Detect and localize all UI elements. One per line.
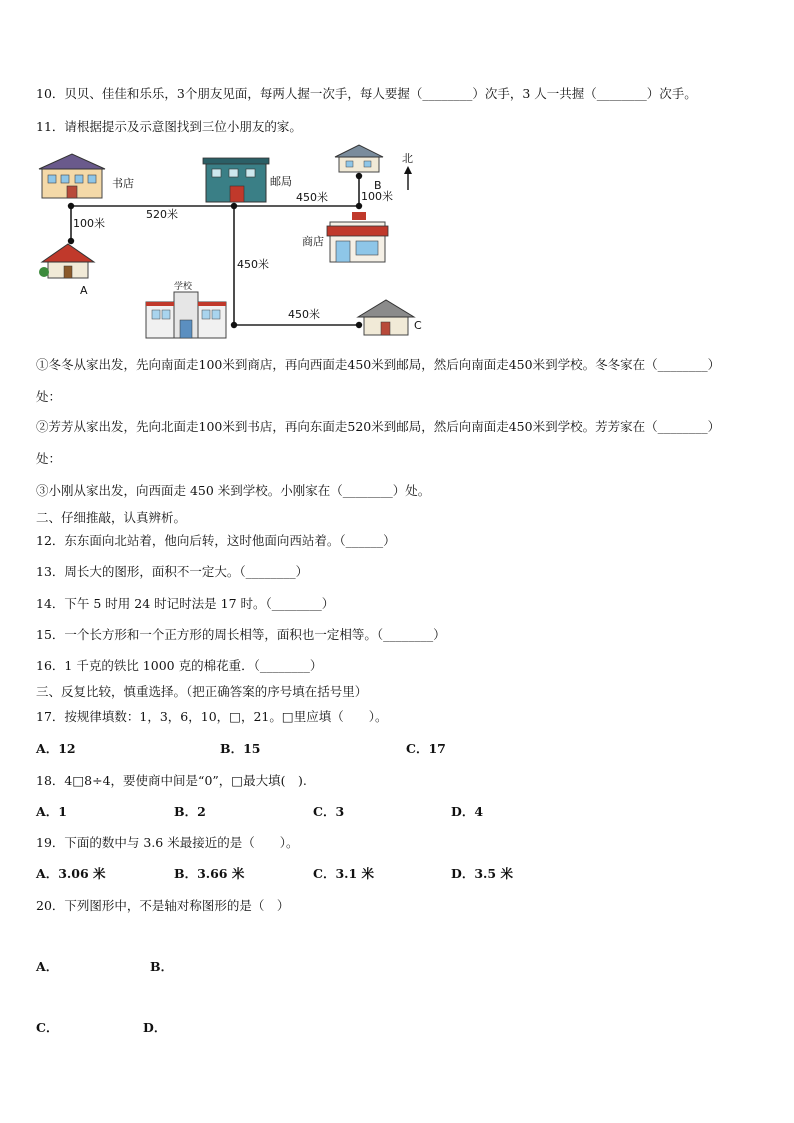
label-b: B	[374, 179, 382, 192]
q20-option-a: A．	[36, 959, 59, 974]
label-post-office: 邮局	[270, 175, 292, 188]
question-17: 17．按规律填数：1，3，6，10，□，21。□里应填（ ）。	[36, 709, 388, 724]
q19-option-c: C．3.1 米	[313, 866, 375, 881]
direction-map	[34, 142, 434, 347]
house-c	[358, 300, 414, 335]
label-shop: 商店	[302, 235, 324, 248]
question-14: 14．下午 5 时用 24 时记时法是 17 时。（________）	[36, 596, 335, 611]
dist-450-top: 450米	[296, 191, 328, 204]
q17-option-c: C．17	[406, 741, 446, 756]
question-11: 11．请根据提示及示意图找到三位小朋友的家。	[36, 119, 302, 134]
north-arrow	[404, 166, 412, 190]
section-3-heading: 三、反复比较，慎重选择。（把正确答案的序号填在括号里）	[36, 684, 368, 699]
dist-520: 520米	[146, 208, 178, 221]
bookstore-building	[39, 154, 105, 198]
label-a: A	[80, 284, 88, 297]
q18-option-b: B．2	[174, 804, 206, 819]
q19-option-b: B．3.66 米	[174, 866, 245, 881]
dist-100-left: 100米	[73, 217, 105, 230]
question-10: 10．贝贝、佳佳和乐乐，3个朋友见面，每两人握一次手，每人要握（________）次手，3 人一共握（________）次手。	[36, 86, 697, 101]
label-bookstore: 书店	[112, 177, 134, 190]
school-building	[146, 292, 226, 338]
label-school: 学校	[174, 282, 193, 292]
q19-option-d: D．3.5 米	[451, 866, 513, 881]
question-19: 19．下面的数中与 3.6 米最接近的是（ ）。	[36, 835, 299, 850]
q20-option-d: D．	[143, 1020, 167, 1035]
q11-sub1-cont: 处：	[36, 389, 62, 404]
section-2-heading: 二、仔细推敲，认真辨析。	[36, 510, 187, 525]
question-16: 16．1 千克的铁比 1000 克的棉花重．（________）	[36, 658, 323, 673]
q18-option-c: C．3	[313, 804, 345, 819]
dist-450-vertical: 450米	[237, 258, 269, 271]
house-b	[335, 145, 383, 172]
label-north: 北	[402, 152, 413, 165]
question-20: 20．下列图形中，不是轴对称图形的是（ ）	[36, 898, 290, 913]
question-15: 15．一个长方形和一个正方形的周长相等，面积也一定相等。（________）	[36, 627, 446, 642]
q18-option-d: D．4	[451, 804, 484, 819]
question-18: 18．4□8÷4，要使商中间是“0”，□最大填( ).	[36, 773, 307, 788]
label-c: C	[414, 319, 422, 332]
question-13: 13．周长大的图形，面积不一定大。（________）	[36, 564, 309, 579]
q17-option-a: A．12	[36, 741, 76, 756]
q18-option-a: A．1	[36, 804, 67, 819]
house-a	[39, 244, 94, 278]
q11-sub2-cont: 处：	[36, 451, 62, 466]
q11-sub1: ①冬冬从家出发，先向南面走100米到商店，再向西面走450米到邮局，然后向南面走450米到学校。冬冬家在（________）	[36, 357, 721, 372]
q11-sub2: ②芳芳从家出发，先向北面走100米到书店，再向东面走520米到邮局，然后向南面走450米到学校。芳芳家在（________）	[36, 419, 721, 434]
q17-option-b: B．15	[220, 741, 261, 756]
question-12: 12．东东面向北站着，他向后转，这时他面向西站着。（______）	[36, 533, 396, 548]
post-office-building	[203, 158, 269, 202]
shop-building	[327, 212, 388, 262]
dist-450-bottom: 450米	[288, 308, 320, 321]
q20-option-c: C．	[36, 1020, 59, 1035]
q20-option-b: B．	[150, 959, 174, 974]
q19-option-a: A．3.06 米	[36, 866, 106, 881]
q11-sub3: ③小刚从家出发，向西面走 450 米到学校。小刚家在（________）处。	[36, 483, 431, 498]
dist-100-right: 100米	[361, 190, 393, 203]
